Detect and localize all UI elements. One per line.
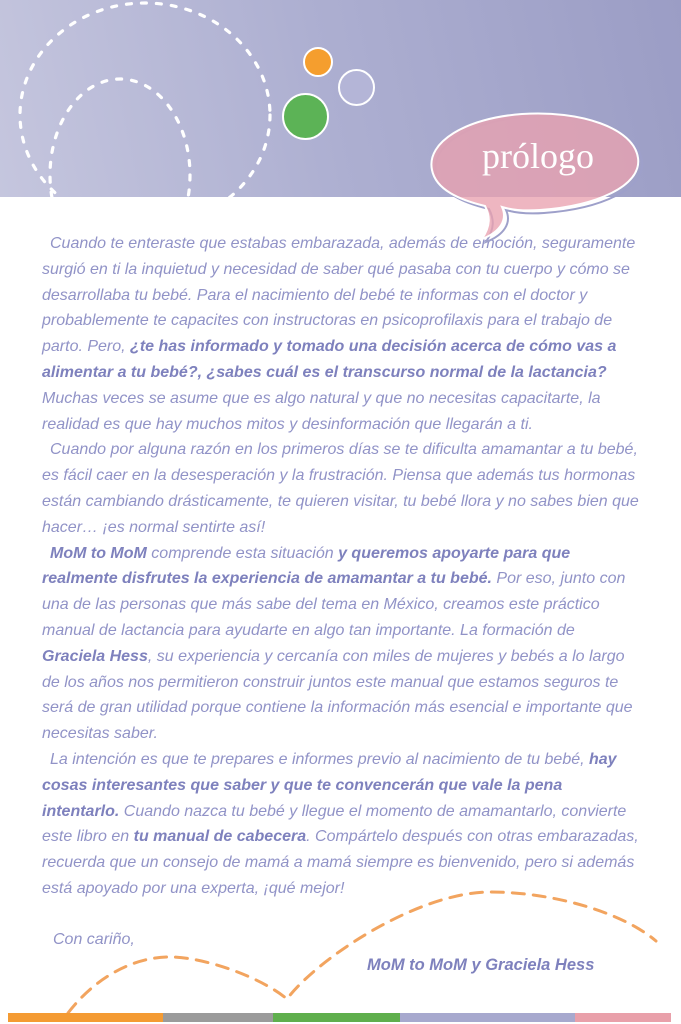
bold-text-run: tu manual de cabecera bbox=[133, 828, 307, 846]
paragraph bbox=[42, 541, 642, 747]
footer-color-bar bbox=[8, 1013, 671, 1022]
text-run: , su experiencia y cercanía con miles de mujeres y bebés a lo largo de los años nos permitieron construir juntos este manual que estamos seguros te será de gran utilidad porque contiene la información más esencial e importante que necesitas saber. bbox=[42, 647, 633, 743]
orange-dot-icon bbox=[303, 47, 333, 77]
prologue-bubble bbox=[420, 106, 655, 248]
bold-text-run: Graciela Hess bbox=[42, 647, 148, 665]
bubble-shape bbox=[431, 113, 638, 239]
bold-text-run: MoM to MoM bbox=[50, 544, 147, 562]
body-text bbox=[42, 231, 642, 902]
text-run: Cuando te enteraste que estabas embarazada, además de emoción, seguramente surgió en ti la inquietud y necesidad de saber qué pasaba con tu cuerpo y cómo se desarrollaba tu bebé. Para el nacimiento del bebé te informas con el doctor y probablemente te capacites con instructoras en psicoprofilaxis para el trabajo de parto. Pero, bbox=[42, 235, 636, 356]
outer-dashed-circle-icon bbox=[20, 3, 270, 197]
paragraph bbox=[42, 437, 642, 540]
text-run: . Compártelo después con otras embarazadas, recuerda que un consejo de mamá a mamá siempre es bienvenido, pero si además está apoyado por una experta, ¡qué mejor! bbox=[42, 828, 639, 897]
footer-bar-segment-pink bbox=[575, 1013, 671, 1022]
closing-text: Con cariño, bbox=[53, 931, 135, 948]
paragraph bbox=[42, 231, 642, 437]
text-run: Cuando nazca tu bebé y llegue el momento de amamantarlo, convierte este libro en bbox=[42, 802, 627, 846]
page-title: prólogo bbox=[482, 136, 594, 176]
dashed-arc-icon bbox=[68, 892, 656, 1013]
inner-dashed-circle-icon bbox=[50, 79, 190, 197]
bold-text-run: hay cosas interesantes que saber y que te convencerán que vale la pena intentarlo. bbox=[42, 750, 617, 820]
footer-bar-segment-orange bbox=[8, 1013, 163, 1022]
text-run: La intención es que te prepares e informes previo al nacimiento de tu bebé, bbox=[50, 750, 589, 768]
text-run: Por eso, junto con una de las personas que más sabe del tema en México, creamos este práctico manual de lactancia para ayudarte en algo tan importante. La formación de bbox=[42, 570, 626, 639]
text-run: comprende esta situación bbox=[146, 544, 339, 562]
green-dot-icon bbox=[282, 93, 329, 140]
text-run: Muchas veces se asume que es algo natural y que no necesitas capacitarte, la realidad es que hay muchos mitos y desinformación que llegarán a ti. bbox=[42, 389, 601, 433]
lavender-dot-icon bbox=[338, 69, 375, 106]
bold-text-run: y queremos apoyarte para que realmente disfrutes la experiencia de amamantar a tu bebé. bbox=[42, 544, 571, 588]
paragraph bbox=[42, 747, 642, 902]
text-run: Cuando por alguna razón en los primeros días se te dificulta amamantar a tu bebé, es fácil caer en la desesperación y la frustración. Piensa que además tus hormonas están cambiando drásticamente, te quieren visitar, tu bebé llora y no sabes bien que hacer… ¡es normal sentirte así! bbox=[42, 441, 639, 536]
signature-text: MoM to MoM y Graciela Hess bbox=[367, 956, 595, 974]
footer-bar-segment-gray bbox=[163, 1013, 273, 1022]
bold-text-run: ¿te has informado y tomado una decisión acerca de cómo vas a alimentar a tu bebé?, ¿sabes cuál es el transcurso normal de la lactancia? bbox=[42, 338, 617, 381]
footer-bar-segment-green bbox=[273, 1013, 400, 1022]
footer-bar-segment-lavender bbox=[400, 1013, 575, 1022]
